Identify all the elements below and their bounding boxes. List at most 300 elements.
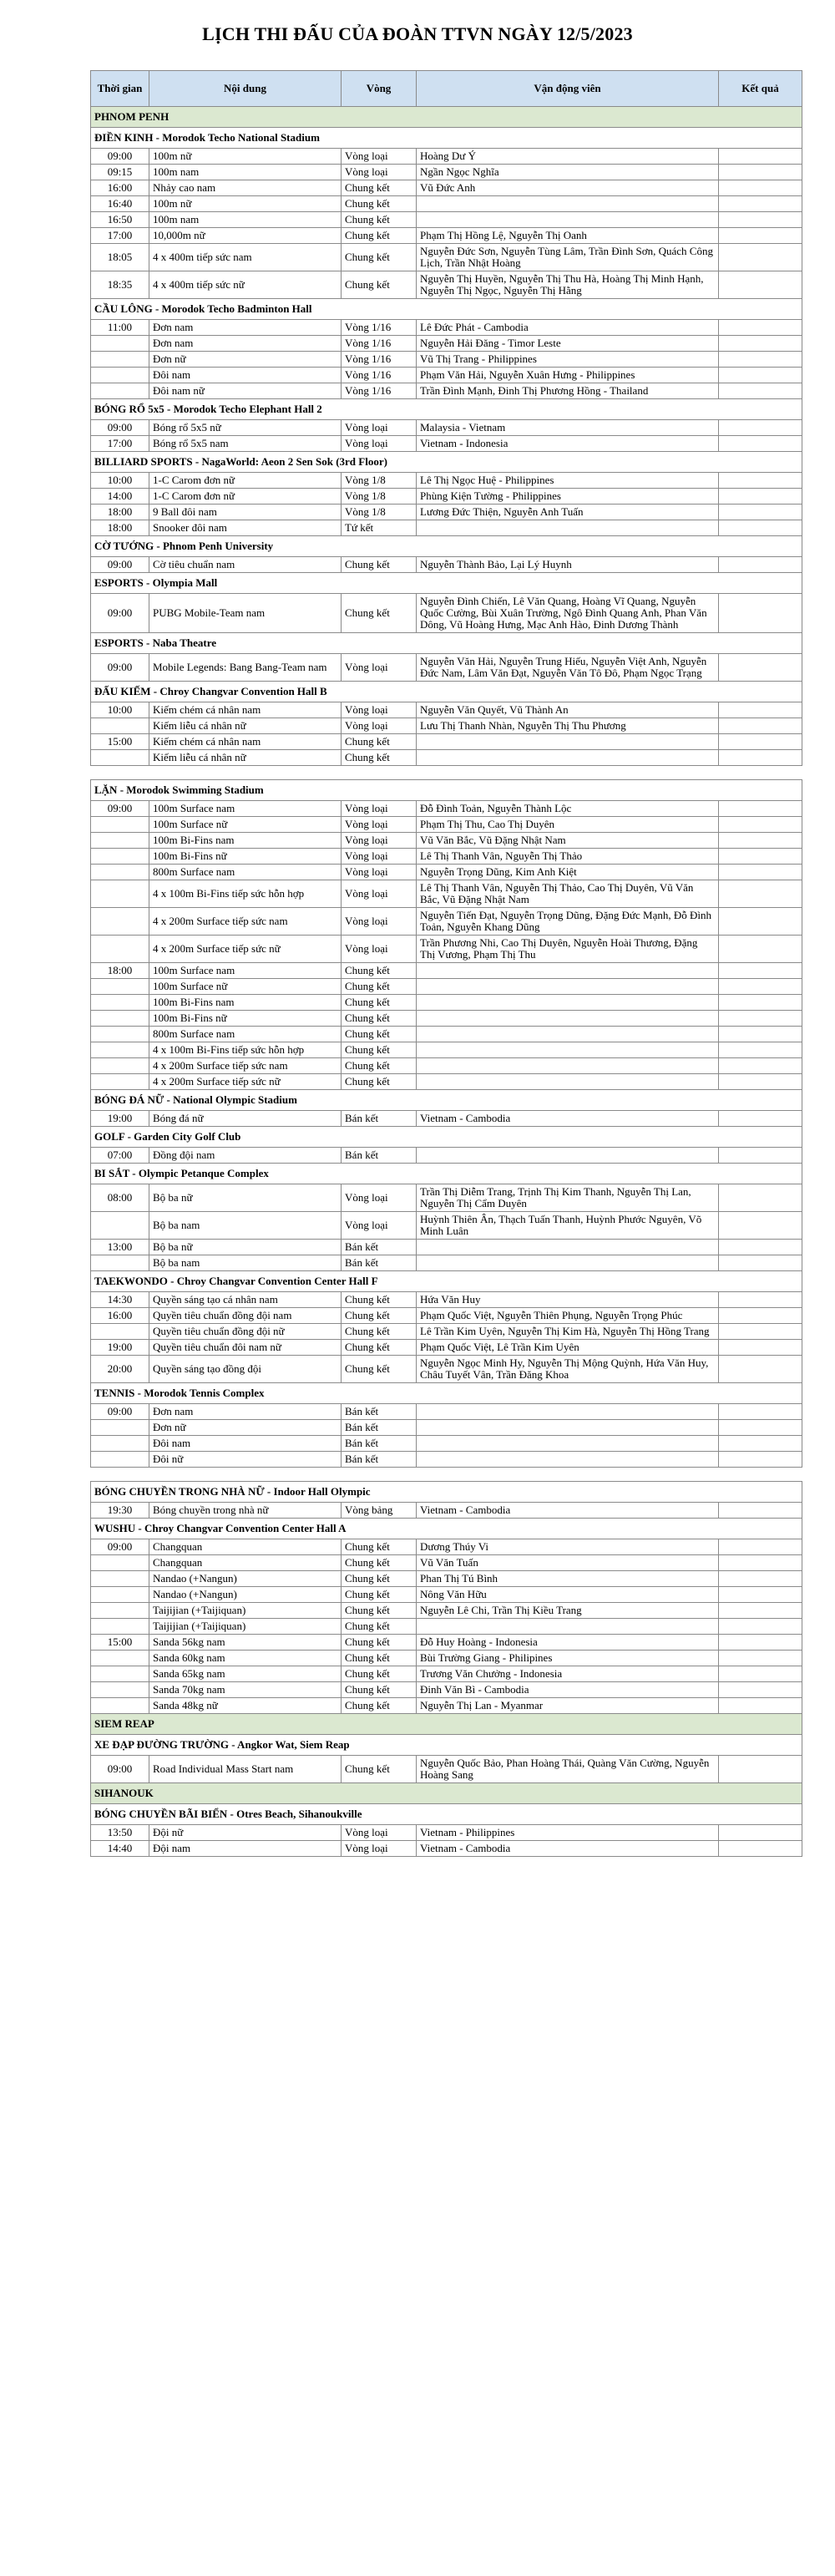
time-cell: 17:00 [91,436,149,452]
time-cell [91,880,149,908]
table-row [91,1436,802,1452]
athletes-cell: Malaysia - Vietnam [417,420,719,436]
event-cell: 4 x 400m tiếp sức nam [149,244,342,271]
table-row [91,908,802,936]
athletes-cell [417,1148,719,1164]
time-cell: 09:00 [91,149,149,165]
event-cell: 4 x 100m Bi-Fins tiếp sức hỗn hợp [149,1042,342,1058]
result-cell [719,1240,802,1255]
time-cell: 09:00 [91,1539,149,1555]
athletes-cell: Vũ Văn Bắc, Vũ Đặng Nhật Nam [417,833,719,849]
venue-section-row [91,633,802,654]
result-cell [719,212,802,228]
table-row [91,750,802,766]
header-result: Kết quả [719,71,802,107]
event-cell: 100m Bi-Fins nữ [149,849,342,865]
time-cell: 19:00 [91,1340,149,1356]
table-row [91,849,802,865]
header-athletes: Vận động viên [417,71,719,107]
table-row [91,505,802,520]
event-cell: Đơn nữ [149,1420,342,1436]
sport-venue-heading: ĐẤU KIẾM - Chroy Changvar Convention Hall B [91,682,802,702]
sport-venue-heading: LẶN - Morodok Swimming Stadium [91,780,802,801]
athletes-cell [417,1011,719,1027]
event-cell: Bóng chuyền trong nhà nữ [149,1503,342,1519]
time-cell [91,1682,149,1698]
athletes-cell [417,1436,719,1452]
athletes-cell: Lê Trần Kim Uyên, Nguyễn Thị Kim Hà, Nguyễn Thị Hồng Trang [417,1324,719,1340]
result-cell [719,801,802,817]
result-cell [719,654,802,682]
time-cell [91,979,149,995]
table-row [91,271,802,299]
event-cell: 10,000m nữ [149,228,342,244]
round-cell: Chung kết [342,1666,417,1682]
round-cell: Chung kết [342,734,417,750]
sport-venue-heading: BÓNG CHUYỀN TRONG NHÀ NỮ - Indoor Hall Olympic [91,1482,802,1503]
event-cell: Quyền sáng tạo cá nhân nam [149,1292,342,1308]
table-row [91,1292,802,1308]
table-row [91,702,802,718]
venue-section-row [91,682,802,702]
result-cell [719,149,802,165]
table-row [91,420,802,436]
round-cell: Bán kết [342,1436,417,1452]
event-cell: Quyền tiêu chuẩn đồng đội nữ [149,1324,342,1340]
table-row [91,228,802,244]
athletes-cell [417,1404,719,1420]
time-cell [91,352,149,368]
table-row [91,1841,802,1857]
time-cell [91,1452,149,1468]
table-spacer-row [91,766,802,780]
time-cell: 11:00 [91,320,149,336]
result-cell [719,557,802,573]
athletes-cell: Phạm Văn Hải, Nguyễn Xuân Hưng - Philippines [417,368,719,383]
athletes-cell: Lê Thị Thanh Vân, Nguyễn Thị Thảo, Cao Thị Duyên, Vũ Văn Bắc, Vũ Đặng Nhật Nam [417,880,719,908]
table-row [91,436,802,452]
athletes-cell: Đỗ Đình Toản, Nguyễn Thành Lộc [417,801,719,817]
time-cell [91,368,149,383]
athletes-cell: Lê Thị Ngọc Huệ - Philippines [417,473,719,489]
athletes-cell: Nguyễn Thị Huyền, Nguyễn Thị Thu Hà, Hoàng Thị Minh Hạnh, Nguyễn Thị Ngọc, Nguyễn Thị Hằng [417,271,719,299]
athletes-cell [417,995,719,1011]
round-cell: Bán kết [342,1452,417,1468]
result-cell [719,750,802,766]
venue-section-row [91,1482,802,1503]
table-row [91,654,802,682]
round-cell: Chung kết [342,1682,417,1698]
athletes-cell: Bùi Trường Giang - Philipines [417,1651,719,1666]
round-cell: Chung kết [342,1698,417,1714]
result-cell [719,1404,802,1420]
round-cell: Vòng loại [342,1841,417,1857]
result-cell [719,1148,802,1164]
time-cell: 14:30 [91,1292,149,1308]
table-row [91,489,802,505]
result-cell [719,817,802,833]
header-time: Thời gian [91,71,149,107]
event-cell: Sanda 65kg nam [149,1666,342,1682]
athletes-cell: Nguyễn Đức Sơn, Nguyễn Tùng Lâm, Trần Đình Sơn, Quách Công Lịch, Trần Nhật Hoàng [417,244,719,271]
athletes-cell: Nguyễn Tiến Đạt, Nguyễn Trọng Dũng, Đặng Đức Mạnh, Đỗ Đình Toản, Nguyễn Khang Dũng [417,908,719,936]
result-cell [719,979,802,995]
event-cell: Mobile Legends: Bang Bang-Team nam [149,654,342,682]
round-cell: Vòng bảng [342,1503,417,1519]
athletes-cell: Vietnam - Cambodia [417,1503,719,1519]
athletes-cell: Lưu Thị Thanh Nhàn, Nguyễn Thị Thu Phương [417,718,719,734]
sport-venue-heading: XE ĐẠP ĐƯỜNG TRƯỜNG - Angkor Wat, Siem Reap [91,1735,802,1756]
event-cell: Đội nam [149,1841,342,1857]
event-cell: Bộ ba nữ [149,1184,342,1212]
time-cell: 13:00 [91,1240,149,1255]
time-cell: 09:00 [91,557,149,573]
time-cell [91,1074,149,1090]
result-cell [719,1308,802,1324]
result-cell [719,1603,802,1619]
time-cell [91,1619,149,1635]
table-row [91,1340,802,1356]
round-cell: Chung kết [342,963,417,979]
result-cell [719,936,802,963]
location-heading: SIHANOUK [91,1783,802,1804]
time-cell: 19:00 [91,1111,149,1127]
event-cell: Đơn nam [149,336,342,352]
round-cell: Chung kết [342,180,417,196]
athletes-cell [417,196,719,212]
table-row [91,1184,802,1212]
event-cell: Kiếm chém cá nhân nam [149,734,342,750]
round-cell: Chung kết [342,995,417,1011]
sport-venue-heading: BI SẮT - Olympic Petanque Complex [91,1164,802,1184]
round-cell: Chung kết [342,1635,417,1651]
time-cell: 09:15 [91,165,149,180]
result-cell [719,1074,802,1090]
round-cell: Chung kết [342,1340,417,1356]
time-cell: 18:05 [91,244,149,271]
event-cell: 100m Surface nữ [149,979,342,995]
time-cell [91,1027,149,1042]
sport-venue-heading: ĐIỀN KINH - Morodok Techo National Stadium [91,128,802,149]
result-cell [719,436,802,452]
time-cell: 09:00 [91,801,149,817]
athletes-cell: Vũ Thị Trang - Philippines [417,352,719,368]
round-cell: Chung kết [342,1539,417,1555]
time-cell [91,1011,149,1027]
table-row [91,833,802,849]
table-row [91,1255,802,1271]
sport-venue-heading: GOLF - Garden City Golf Club [91,1127,802,1148]
time-cell: 17:00 [91,228,149,244]
venue-section-row [91,399,802,420]
event-cell: Bóng rổ 5x5 nữ [149,420,342,436]
result-cell [719,1011,802,1027]
time-cell: 18:35 [91,271,149,299]
table-row [91,594,802,633]
event-cell: 4 x 200m Surface tiếp sức nữ [149,936,342,963]
result-cell [719,1212,802,1240]
time-cell [91,1666,149,1682]
result-cell [719,244,802,271]
round-cell: Vòng loại [342,149,417,165]
time-cell [91,908,149,936]
round-cell: Vòng 1/16 [342,368,417,383]
result-cell [719,368,802,383]
location-section-row [91,1714,802,1735]
venue-section-row [91,536,802,557]
athletes-cell: Nguyễn Lê Chi, Trần Thị Kiều Trang [417,1603,719,1619]
event-cell: Cờ tiêu chuẩn nam [149,557,342,573]
round-cell: Chung kết [342,1756,417,1783]
round-cell: Vòng loại [342,702,417,718]
time-cell [91,1212,149,1240]
result-cell [719,196,802,212]
result-cell [719,1042,802,1058]
table-row [91,180,802,196]
venue-section-row [91,1271,802,1292]
round-cell: Bán kết [342,1148,417,1164]
round-cell: Vòng 1/16 [342,320,417,336]
result-cell [719,1825,802,1841]
table-row [91,320,802,336]
result-cell [719,1292,802,1308]
result-cell [719,383,802,399]
time-cell: 09:00 [91,1404,149,1420]
time-cell [91,833,149,849]
round-cell: Chung kết [342,1042,417,1058]
event-cell: Đồng đội nam [149,1148,342,1164]
round-cell: Chung kết [342,228,417,244]
table-row [91,979,802,995]
round-cell: Vòng 1/16 [342,336,417,352]
time-cell [91,1324,149,1340]
time-cell [91,1651,149,1666]
round-cell: Vòng 1/8 [342,489,417,505]
athletes-cell [417,1619,719,1635]
table-row [91,1042,802,1058]
spacer-cell [91,766,802,780]
round-cell: Vòng loại [342,865,417,880]
schedule-body [91,107,802,1857]
event-cell: Bộ ba nữ [149,1240,342,1255]
result-cell [719,718,802,734]
result-cell [719,1027,802,1042]
athletes-cell [417,1255,719,1271]
athletes-cell: Vietnam - Indonesia [417,436,719,452]
result-cell [719,702,802,718]
round-cell: Chung kết [342,1555,417,1571]
athletes-cell: Nguyễn Thị Lan - Myanmar [417,1698,719,1714]
venue-section-row [91,452,802,473]
time-cell: 16:00 [91,1308,149,1324]
event-cell: 9 Ball đôi nam [149,505,342,520]
table-row [91,1698,802,1714]
athletes-cell [417,734,719,750]
round-cell: Bán kết [342,1111,417,1127]
table-row [91,149,802,165]
time-cell [91,995,149,1011]
table-row [91,817,802,833]
time-cell [91,1420,149,1436]
event-cell: Nhảy cao nam [149,180,342,196]
athletes-cell: Ngần Ngọc Nghĩa [417,165,719,180]
time-cell: 10:00 [91,702,149,718]
round-cell: Chung kết [342,1324,417,1340]
table-row [91,718,802,734]
athletes-cell [417,750,719,766]
athletes-cell: Nguyễn Quốc Bảo, Phan Hoàng Thái, Quàng Văn Cường, Nguyễn Hoàng Sang [417,1756,719,1783]
athletes-cell: Lương Đức Thiện, Nguyễn Anh Tuấn [417,505,719,520]
venue-section-row [91,1735,802,1756]
round-cell: Vòng loại [342,1825,417,1841]
table-row [91,1308,802,1324]
result-cell [719,1539,802,1555]
time-cell: 18:00 [91,963,149,979]
event-cell: 800m Surface nam [149,865,342,880]
result-cell [719,963,802,979]
round-cell: Chung kết [342,271,417,299]
table-row [91,196,802,212]
location-section-row [91,107,802,128]
event-cell: Bóng đá nữ [149,1111,342,1127]
table-row [91,1011,802,1027]
round-cell: Chung kết [342,244,417,271]
round-cell: Tứ kết [342,520,417,536]
round-cell: Vòng loại [342,817,417,833]
time-cell: 07:00 [91,1148,149,1164]
table-row [91,1682,802,1698]
event-cell: Quyền tiêu chuẩn đôi nam nữ [149,1340,342,1356]
event-cell: Taijijian (+Taijiquan) [149,1603,342,1619]
time-cell: 14:40 [91,1841,149,1857]
event-cell: 100m nam [149,212,342,228]
venue-section-row [91,1804,802,1825]
venue-section-row [91,1090,802,1111]
table-row [91,1619,802,1635]
round-cell: Chung kết [342,1587,417,1603]
result-cell [719,880,802,908]
time-cell [91,1587,149,1603]
result-cell [719,1587,802,1603]
round-cell: Chung kết [342,212,417,228]
event-cell: Đội nữ [149,1825,342,1841]
event-cell: Changquan [149,1539,342,1555]
result-cell [719,1619,802,1635]
venue-section-row [91,1127,802,1148]
round-cell: Chung kết [342,750,417,766]
result-cell [719,1651,802,1666]
table-row [91,1571,802,1587]
table-row [91,1666,802,1682]
result-cell [719,1356,802,1383]
round-cell: Vòng loại [342,801,417,817]
round-cell: Vòng loại [342,1184,417,1212]
venue-section-row [91,1519,802,1539]
athletes-cell: Lê Đức Phát - Cambodia [417,320,719,336]
athletes-cell: Hoàng Dư Ý [417,149,719,165]
sport-venue-heading: ESPORTS - Olympia Mall [91,573,802,594]
table-spacer-row [91,1468,802,1482]
time-cell [91,849,149,865]
result-cell [719,1571,802,1587]
round-cell: Chung kết [342,1571,417,1587]
table-row [91,520,802,536]
table-row [91,865,802,880]
round-cell: Vòng 1/8 [342,473,417,489]
result-cell [719,594,802,633]
result-cell [719,336,802,352]
round-cell: Chung kết [342,1074,417,1090]
time-cell: 16:50 [91,212,149,228]
event-cell: 100m Surface nữ [149,817,342,833]
event-cell: 100m Bi-Fins nam [149,995,342,1011]
result-cell [719,165,802,180]
athletes-cell: Nông Văn Hữu [417,1587,719,1603]
result-cell [719,420,802,436]
time-cell: 14:00 [91,489,149,505]
athletes-cell: Nguyễn Văn Quyết, Vũ Thành An [417,702,719,718]
event-cell: 100m Bi-Fins nữ [149,1011,342,1027]
table-row [91,1074,802,1090]
result-cell [719,1111,802,1127]
event-cell: Sanda 48kg nữ [149,1698,342,1714]
table-row [91,383,802,399]
athletes-cell [417,1042,719,1058]
result-cell [719,1756,802,1783]
athletes-cell: Nguyễn Thành Bảo, Lại Lý Huynh [417,557,719,573]
round-cell: Chung kết [342,1356,417,1383]
table-row [91,801,802,817]
round-cell: Vòng 1/16 [342,352,417,368]
round-cell: Vòng loại [342,718,417,734]
event-cell: Đơn nữ [149,352,342,368]
table-row [91,1825,802,1841]
round-cell: Bán kết [342,1240,417,1255]
event-cell: Đôi nữ [149,1452,342,1468]
athletes-cell: Nguyễn Trọng Dũng, Kim Anh Kiệt [417,865,719,880]
athletes-cell [417,520,719,536]
table-row [91,1356,802,1383]
event-cell: 4 x 200m Surface tiếp sức nam [149,908,342,936]
table-row [91,473,802,489]
time-cell: 09:00 [91,1756,149,1783]
table-row [91,1324,802,1340]
table-row [91,1058,802,1074]
result-cell [719,1666,802,1682]
time-cell: 08:00 [91,1184,149,1212]
athletes-cell [417,1240,719,1255]
athletes-cell: Dương Thúy Vi [417,1539,719,1555]
event-cell: 100m Bi-Fins nam [149,833,342,849]
result-cell [719,908,802,936]
table-row [91,1027,802,1042]
round-cell: Vòng loại [342,833,417,849]
athletes-cell: Hứa Văn Huy [417,1292,719,1308]
event-cell: 100m Surface nam [149,801,342,817]
time-cell [91,1058,149,1074]
sport-venue-heading: TENNIS - Morodok Tennis Complex [91,1383,802,1404]
result-cell [719,228,802,244]
round-cell: Chung kết [342,557,417,573]
result-cell [719,505,802,520]
time-cell: 09:00 [91,654,149,682]
athletes-cell [417,1074,719,1090]
athletes-cell: Phạm Thị Thu, Cao Thị Duyên [417,817,719,833]
result-cell [719,1698,802,1714]
table-row [91,244,802,271]
time-cell: 18:00 [91,520,149,536]
sport-venue-heading: CỜ TƯỚNG - Phnom Penh University [91,536,802,557]
